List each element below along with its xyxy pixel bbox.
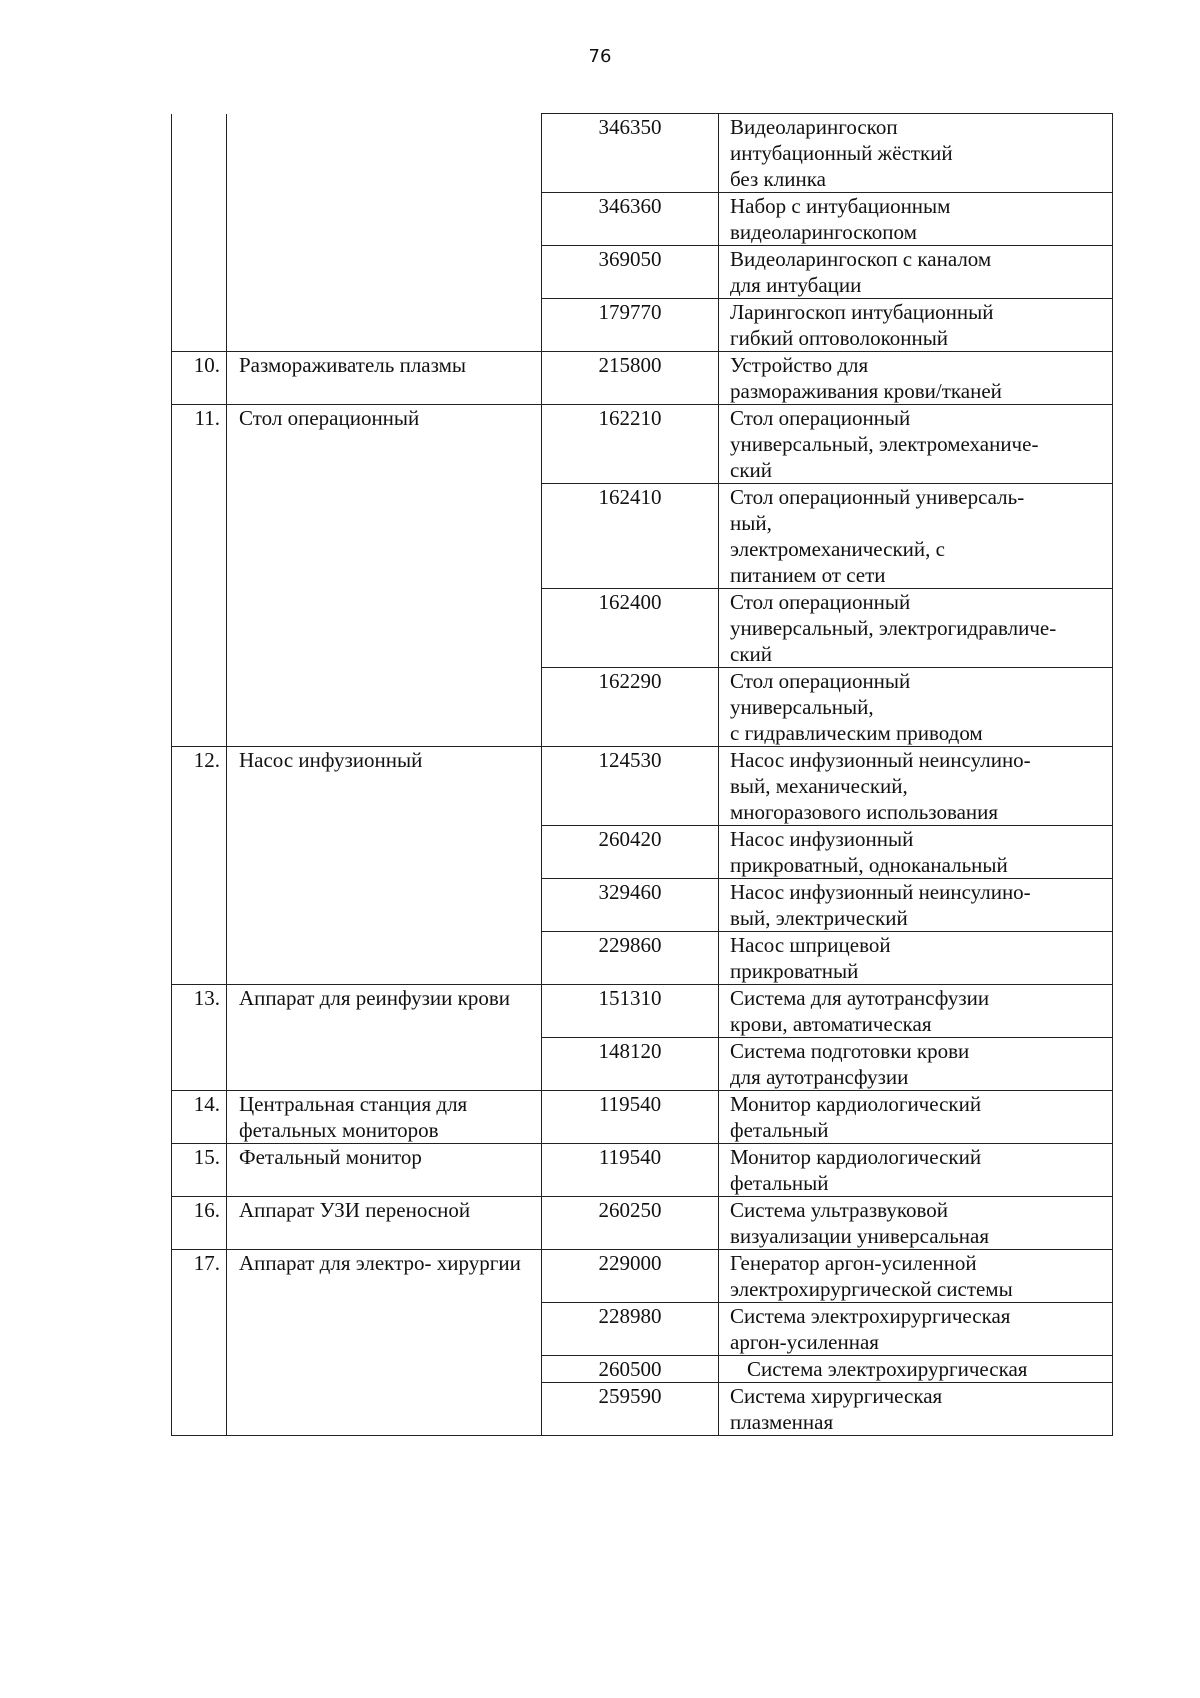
table-row xyxy=(172,405,1113,484)
description-line: ский xyxy=(730,642,772,666)
item-description xyxy=(719,1356,1113,1383)
item-code: 162210 xyxy=(542,405,719,484)
item-description xyxy=(719,1383,1113,1436)
item-description xyxy=(719,1144,1113,1197)
equipment-table xyxy=(171,113,1113,1436)
description-line: Генератор аргон-усиленной xyxy=(730,1251,977,1275)
description-line: многоразового использования xyxy=(730,800,999,824)
item-code: 215800 xyxy=(542,352,719,405)
description-line: питанием от сети xyxy=(730,563,886,587)
description-line: Стол операционный xyxy=(730,406,911,430)
table-row xyxy=(172,985,1113,1038)
item-code: 124530 xyxy=(542,747,719,826)
equipment-name: Центральная станция для фетальных мониторов xyxy=(227,1091,542,1144)
description-line: Монитор кардиологический xyxy=(730,1145,982,1169)
item-description xyxy=(719,985,1113,1038)
description-line: Насос инфузионный неинсулино- xyxy=(730,880,1031,904)
page-number: 76 xyxy=(588,46,612,67)
description-line: Видеоларингоскоп с каналом xyxy=(730,247,992,271)
item-code: 151310 xyxy=(542,985,719,1038)
row-number: 12. xyxy=(172,747,227,985)
item-description xyxy=(719,484,1113,589)
row-number: 16. xyxy=(172,1197,227,1250)
row-number: 17. xyxy=(172,1250,227,1436)
item-description xyxy=(719,1091,1113,1144)
item-code: 369050 xyxy=(542,246,719,299)
description-line: для интубации xyxy=(730,273,862,297)
item-code: 162290 xyxy=(542,668,719,747)
table-row xyxy=(172,1091,1113,1144)
item-description xyxy=(719,405,1113,484)
item-description xyxy=(719,589,1113,668)
description-line: электромеханический, с xyxy=(730,537,945,561)
equipment-name: Аппарат УЗИ переносной xyxy=(227,1197,542,1250)
item-code: 259590 xyxy=(542,1383,719,1436)
equipment-name: Фетальный монитор xyxy=(227,1144,542,1197)
row-number: 11. xyxy=(172,405,227,747)
description-line: без клинка xyxy=(730,167,826,191)
equipment-table-body xyxy=(172,114,1113,1436)
item-description xyxy=(719,879,1113,932)
item-code: 346360 xyxy=(542,193,719,246)
description-line: Система ультразвуковой xyxy=(730,1198,949,1222)
description-line: ский xyxy=(730,458,772,482)
item-code: 148120 xyxy=(542,1038,719,1091)
item-description xyxy=(719,668,1113,747)
description-line: универсальный, электромеханиче- xyxy=(730,432,1039,456)
description-line: прикроватный, одноканальный xyxy=(730,853,1008,877)
item-code: 119540 xyxy=(542,1144,719,1197)
row-number: 10. xyxy=(172,352,227,405)
item-code: 229000 xyxy=(542,1250,719,1303)
description-line: ный, xyxy=(730,511,772,535)
item-description xyxy=(719,352,1113,405)
item-code: 162400 xyxy=(542,589,719,668)
table-row xyxy=(172,352,1113,405)
item-description xyxy=(719,1038,1113,1091)
description-line: универсальный, xyxy=(730,695,874,719)
description-line: Ларингоскоп интубационный xyxy=(730,300,994,324)
description-line: фетальный xyxy=(730,1171,829,1195)
description-line: интубационный жёсткий xyxy=(730,141,953,165)
description-line: Насос шприцевой xyxy=(730,933,891,957)
description-line: для аутотрансфузии xyxy=(730,1065,909,1089)
item-description xyxy=(719,299,1113,352)
equipment-name: Стол операционный xyxy=(227,405,542,747)
description-line: Система хирургическая xyxy=(730,1384,943,1408)
table-row xyxy=(172,1144,1113,1197)
item-description xyxy=(719,826,1113,879)
description-line: Набор с интубационным xyxy=(730,194,951,218)
item-description xyxy=(719,193,1113,246)
description-line: Система для аутотрансфузии xyxy=(730,986,990,1010)
item-code: 179770 xyxy=(542,299,719,352)
row-number: 14. xyxy=(172,1091,227,1144)
description-line: вый, механический, xyxy=(730,774,908,798)
equipment-name: Аппарат для реинфузии крови xyxy=(227,985,542,1091)
description-line: Видеоларингоскоп xyxy=(730,115,898,139)
row-number: 13. xyxy=(172,985,227,1091)
item-code: 260500 xyxy=(542,1356,719,1383)
description-line: Насос инфузионный неинсулино- xyxy=(730,748,1031,772)
description-line: Устройство для xyxy=(730,353,869,377)
description-line: Насос инфузионный xyxy=(730,827,914,851)
table-row xyxy=(172,1197,1113,1250)
item-description xyxy=(719,1303,1113,1356)
item-description xyxy=(719,747,1113,826)
equipment-name xyxy=(227,114,542,352)
description-line: крови, автоматическая xyxy=(730,1012,932,1036)
equipment-name: Размораживатель плазмы xyxy=(227,352,542,405)
item-code: 329460 xyxy=(542,879,719,932)
item-description xyxy=(719,1250,1113,1303)
description-line: видеоларингоскопом xyxy=(730,220,917,244)
description-line: универсальный, электрогидравличе- xyxy=(730,616,1057,640)
description-line: прикроватный xyxy=(730,959,859,983)
item-code: 119540 xyxy=(542,1091,719,1144)
equipment-name: Насос инфузионный xyxy=(227,747,542,985)
item-description xyxy=(719,114,1113,193)
item-description xyxy=(719,932,1113,985)
description-line: Стол операционный xyxy=(730,590,911,614)
item-code: 260420 xyxy=(542,826,719,879)
description-line: фетальный xyxy=(730,1118,829,1142)
table-row xyxy=(172,747,1113,826)
item-code: 260250 xyxy=(542,1197,719,1250)
item-code: 229860 xyxy=(542,932,719,985)
item-description xyxy=(719,246,1113,299)
item-code: 162410 xyxy=(542,484,719,589)
row-number: 15. xyxy=(172,1144,227,1197)
equipment-name: Аппарат для электро- хирургии xyxy=(227,1250,542,1436)
item-code: 228980 xyxy=(542,1303,719,1356)
table-row xyxy=(172,1250,1113,1303)
table-row xyxy=(172,114,1113,193)
row-number xyxy=(172,114,227,352)
description-line: Стол операционный универсаль- xyxy=(730,485,1025,509)
item-code: 346350 xyxy=(542,114,719,193)
description-line: электрохирургической системы xyxy=(730,1277,1013,1301)
description-line: вый, электрический xyxy=(730,906,908,930)
description-line: гибкий оптоволоконный xyxy=(730,326,949,350)
description-line: аргон-усиленная xyxy=(730,1330,879,1354)
description-line: визуализации универсальная xyxy=(730,1224,989,1248)
description-line: Система электрохирургическая xyxy=(747,1357,1028,1381)
item-description xyxy=(719,1197,1113,1250)
description-line: Стол операционный xyxy=(730,669,911,693)
description-line: Монитор кардиологический xyxy=(730,1092,982,1116)
description-line: Система электрохирургическая xyxy=(730,1304,1011,1328)
description-line: плазменная xyxy=(730,1410,834,1434)
description-line: размораживания крови/тканей xyxy=(730,379,1002,403)
description-line: Система подготовки крови xyxy=(730,1039,970,1063)
description-line: с гидравлическим приводом xyxy=(730,721,983,745)
